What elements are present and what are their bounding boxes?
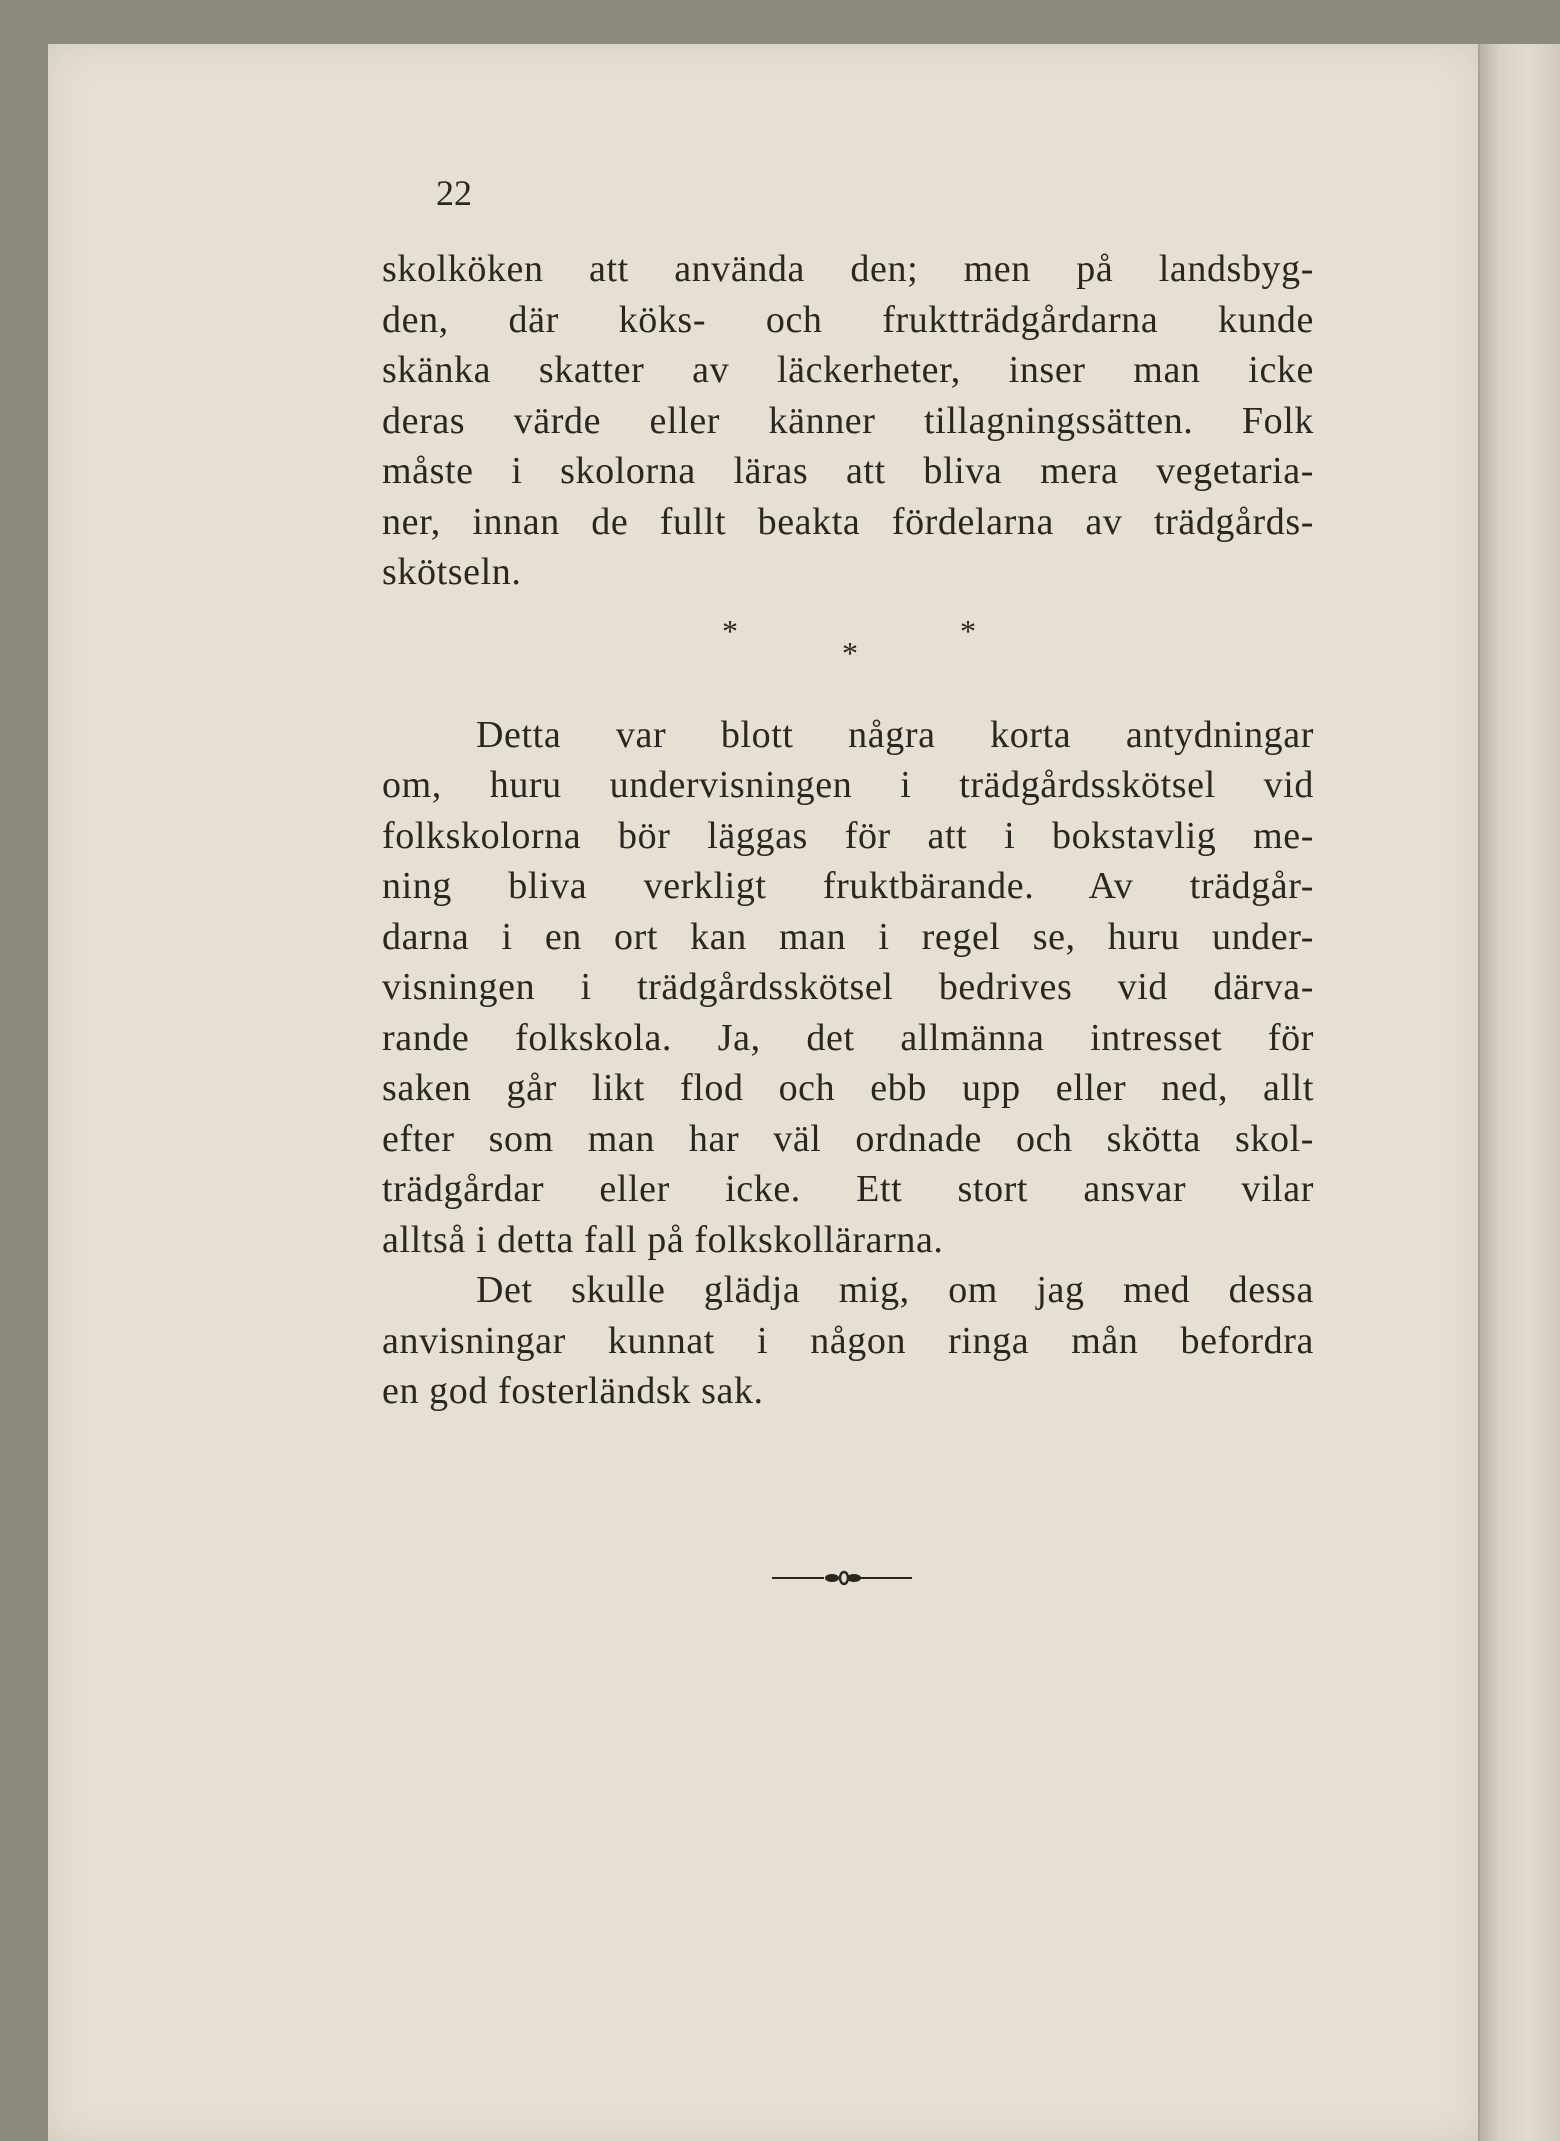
text-line: den, där köks- och fruktträdgårdarna kunde xyxy=(382,298,1314,341)
text-line: trädgårdar eller icke. Ett stort ansvar vilar xyxy=(382,1168,1314,1210)
next-page-edge xyxy=(1480,44,1560,2141)
text-line: Detta var blott några korta antydningar xyxy=(476,713,1314,756)
text-line: saken går likt flod och ebb upp eller ned, allt xyxy=(382,1067,1314,1109)
text-line: en god fosterländsk sak. xyxy=(382,1370,764,1412)
text-line: folkskolorna bör läggas för att i bokstavlig me- xyxy=(382,814,1314,857)
asterisk: * xyxy=(842,634,859,671)
text-line: Det skulle glädja mig, om jag med dessa xyxy=(476,1269,1314,1311)
paragraph-2 xyxy=(382,710,1314,1266)
page-number: 22 xyxy=(436,173,472,213)
body-text xyxy=(382,244,1314,1417)
text-line: visningen i trädgårdsskötsel bedrives vid därva- xyxy=(382,966,1314,1008)
text-line: anvisningar kunnat i någon ringa mån befordra xyxy=(382,1319,1314,1362)
text-line: alltså i detta fall på folkskollärarna. xyxy=(382,1218,944,1261)
asterisk: * xyxy=(960,612,977,649)
text-line: darna i en ort kan man i regel se, huru under- xyxy=(382,915,1314,958)
text-line: efter som man har väl ordnade och skötta skol- xyxy=(382,1117,1314,1160)
text-line: om, huru undervisningen i trädgårdsskötsel vid xyxy=(382,764,1314,806)
text-line: ning bliva verkligt fruktbärande. Av trädgår- xyxy=(382,865,1314,907)
text-line: skolköken att använda den; men på landsbyg- xyxy=(382,248,1314,290)
text-line: skötseln. xyxy=(382,551,522,593)
text-line: ner, innan de fullt beakta fördelarna av trädgårds- xyxy=(382,500,1314,543)
section-break-asterism xyxy=(382,598,1314,710)
paragraph-3 xyxy=(382,1265,1314,1417)
end-ornament-icon xyxy=(772,1566,912,1590)
paragraph-1 xyxy=(382,244,1314,598)
text-line: måste i skolorna läras att bliva mera vegetaria- xyxy=(382,450,1314,492)
asterisk: * xyxy=(722,612,739,649)
text-line: deras värde eller känner tillagningssätten. Folk xyxy=(382,399,1314,442)
text-line: skänka skatter av läckerheter, inser man icke xyxy=(382,349,1314,391)
text-line: rande folkskola. Ja, det allmänna intresset för xyxy=(382,1016,1314,1059)
